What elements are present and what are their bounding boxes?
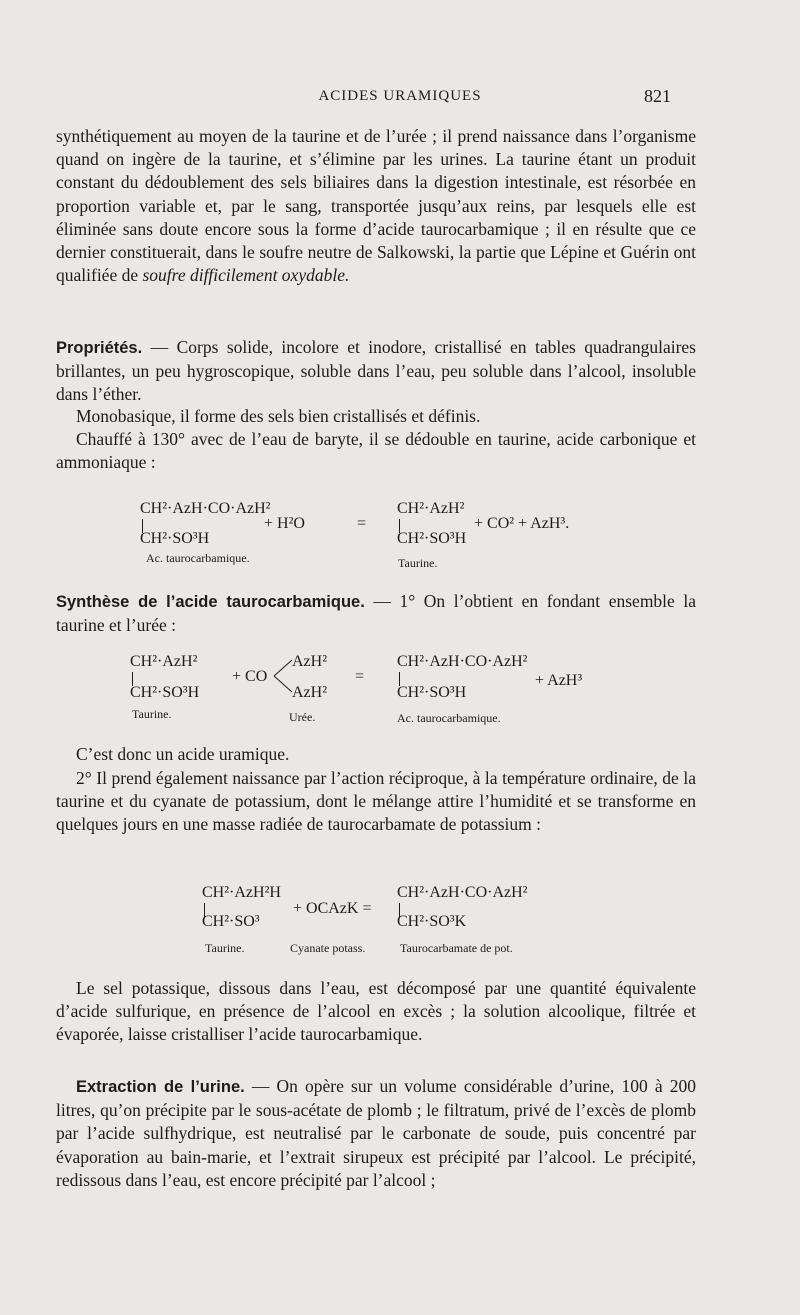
synthese-heading: Synthèse de l’acide taurocarbamique. [56, 593, 365, 611]
caption-taurine: Taurine. [398, 556, 438, 570]
sel-potassique-paragraph: Le sel potassique, dissous dans l’eau, est décomposé par une quantité équivalente d’acide sulfurique, en présence de l’alcool en excès ; la solution alcoolique, filtrée et évaporée, laisse cristalliser l’acide taurocarbamique. [56, 978, 696, 1045]
formula-product-bottom: CH²·SO³K [397, 913, 467, 930]
synthese-paragraph [56, 590, 696, 637]
formula-product-top: CH²·AzH·CO·AzH² [397, 884, 528, 901]
proprietes-heading: Propriétés. [56, 339, 143, 357]
formula-taurine-bottom: CH²·SO³H [130, 684, 200, 701]
caption-taurine: Taurine. [205, 941, 245, 955]
equals-sign: = [355, 668, 365, 685]
caption-acide: Ac. taurocarbamique. [146, 551, 250, 565]
formula-uree-top: AzH² [292, 653, 328, 670]
monobasique-paragraph: Monobasique, il forme des sels bien cristallisés et définis. [76, 406, 481, 426]
plus-cyanate-equals: + OCAzK = [293, 900, 372, 917]
equals-sign: = [357, 515, 367, 532]
formula-acide-top: CH²·AzH·CO·AzH² [397, 653, 528, 670]
plus-co: + CO [232, 668, 268, 685]
plus-water: + H²O [264, 515, 305, 532]
formula-taurine-top: CH²·AzH²H [202, 884, 281, 901]
extraction-heading: Extraction de l’urine. [76, 1078, 245, 1096]
extraction-paragraph [56, 1075, 696, 1192]
plus-ammonia: + AzH³ [535, 672, 583, 689]
running-header: ACIDES URAMIQUES [318, 88, 482, 104]
second-method-paragraph: 2° Il prend également naissance par l’action réciproque, à la température ordinaire, de la taurine et du cyanate de potassium, dont le mélange attire l’humidité et se transforme en quelques jours en une masse radiée de taurocarbamate de potassium : [56, 768, 696, 835]
formula-acide-bottom: CH²·SO³H [140, 530, 210, 547]
plus-products: + CO² + AzH³. [474, 515, 570, 532]
caption-taurine: Taurine. [132, 707, 172, 721]
page-number: 821 [644, 86, 671, 106]
intro-paragraph [56, 125, 696, 287]
formula-taurine-bottom: CH²·SO³H [397, 530, 467, 547]
formula-acide-bottom: CH²·SO³H [397, 684, 467, 701]
extraction-text: — On opère sur un volume considérable d’urine, 100 à 200 litres, qu’on précipite par le sous-acétate de plomb ; le filtratum, privé de l’excès de plomb par l’acide sulfhydrique, est neutralisé par le carbonate de soude, puis concentré par évaporation au bain-marie, et l’extrait sirupeux est précipité par l’alcool. Le précipité, redissous dans l’eau, est encore précipité par l’alcool ; [56, 1076, 696, 1190]
caption-acide: Ac. taurocarbamique. [397, 711, 501, 725]
intro-italic: soufre difficilement oxydable. [142, 265, 350, 286]
proprietes-text: — Corps solide, incolore et inodore, cristallisé en tables quadrangulaires brillantes, un peu hygroscopique, soluble dans l’eau, peu soluble dans l’alcool, insoluble dans l’éther. [56, 337, 696, 405]
caption-cyanate: Cyanate potass. [290, 941, 366, 955]
synthese-text: — 1° On l’obtient en fondant ensemble la taurine et l’urée : [56, 591, 697, 636]
formula-taurine-top: CH²·AzH² [397, 500, 465, 517]
intro-text: synthétiquement au moyen de la taurine et de l’urée ; il prend naissance dans l’organisme quand on ingère de la taurine, et s’élimine par les urines. La taurine étant un produit constant du dédoublement des sels biliaires dans la digestion intestinale, est résorbée en proportion variable et, par le sang, transportée jusqu’aux reins, par lesquels elle est éliminée sans doute encore sous la forme d’acide taurocarbamique ; il en résulte que ce dernier constituerait, dans le soufre neutre de Salkowski, la partie que Lépine et Guérin ont qualifiée de [56, 126, 696, 286]
formula-taurine-top: CH²·AzH² [130, 653, 198, 670]
formula-acide-top: CH²·AzH·CO·AzH² [140, 500, 271, 517]
chauffe-paragraph: Chauffé à 130° avec de l’eau de baryte, il se dédouble en taurine, acide carbonique et ammoniaque : [56, 429, 696, 473]
uramique-paragraph: C’est donc un acide uramique. [76, 744, 290, 764]
caption-uree: Urée. [289, 710, 316, 724]
uree-bracket [272, 656, 294, 696]
caption-taurocarbamate: Taurocarbamate de pot. [400, 941, 513, 955]
formula-taurine-bottom: CH²·SO³ [202, 913, 260, 930]
proprietes-paragraph [56, 336, 696, 407]
formula-uree-bottom: AzH² [292, 684, 328, 701]
